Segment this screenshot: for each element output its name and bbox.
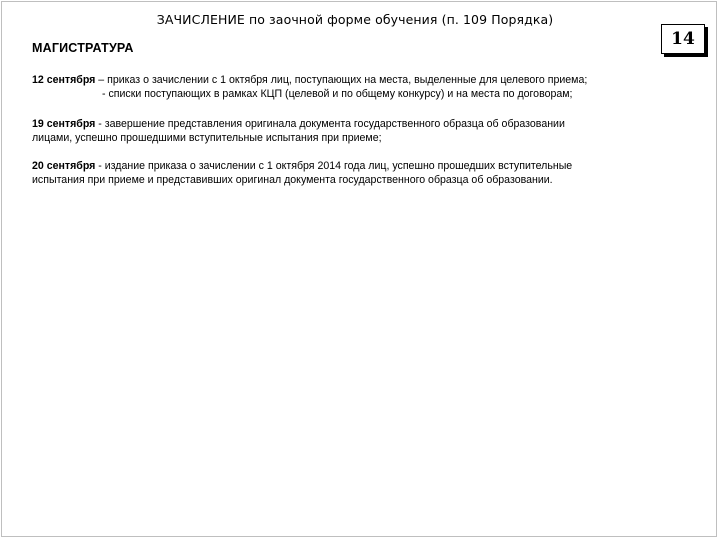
entry-date: 12 сентября: [32, 74, 96, 86]
section-heading: МАГИСТРАТУРА: [32, 41, 134, 55]
entry-text: - издание приказа о зачислении с 1 октября 2014 года лиц, успешно прошедших вступительные: [95, 160, 573, 172]
entry-text: – приказ о зачислении с 1 октября лиц, поступающих на места, выделенные для целевого приема;: [95, 74, 588, 86]
enrollment-entry: [32, 73, 672, 101]
entry-second-line: - списки поступающих в рамках КЦП (целевой и по общему конкурсу) и на места по договорам;: [102, 88, 573, 100]
page-number: 14: [671, 29, 695, 49]
slide-title: ЗАЧИСЛЕНИЕ по заочной форме обучения (п. 109 Порядка): [156, 12, 554, 27]
entry-date: 20 сентября: [32, 160, 96, 172]
entry-first-line: [32, 73, 672, 87]
enrollment-entry: [32, 159, 672, 187]
entry-second-line: лицами, успешно прошедшими вступительные испытания при приеме;: [32, 132, 382, 144]
enrollment-entry: [32, 117, 672, 145]
entry-text: - завершение представления оригинала документа государственного образца об образовании: [95, 118, 565, 130]
page-number-badge: [661, 24, 705, 54]
entry-first-line: [32, 117, 672, 131]
entry-first-line: [32, 159, 672, 173]
entry-date: 19 сентября: [32, 118, 96, 130]
entry-second-line: испытания при приеме и представивших оригинал документа государственного образца об образовании.: [32, 174, 553, 186]
